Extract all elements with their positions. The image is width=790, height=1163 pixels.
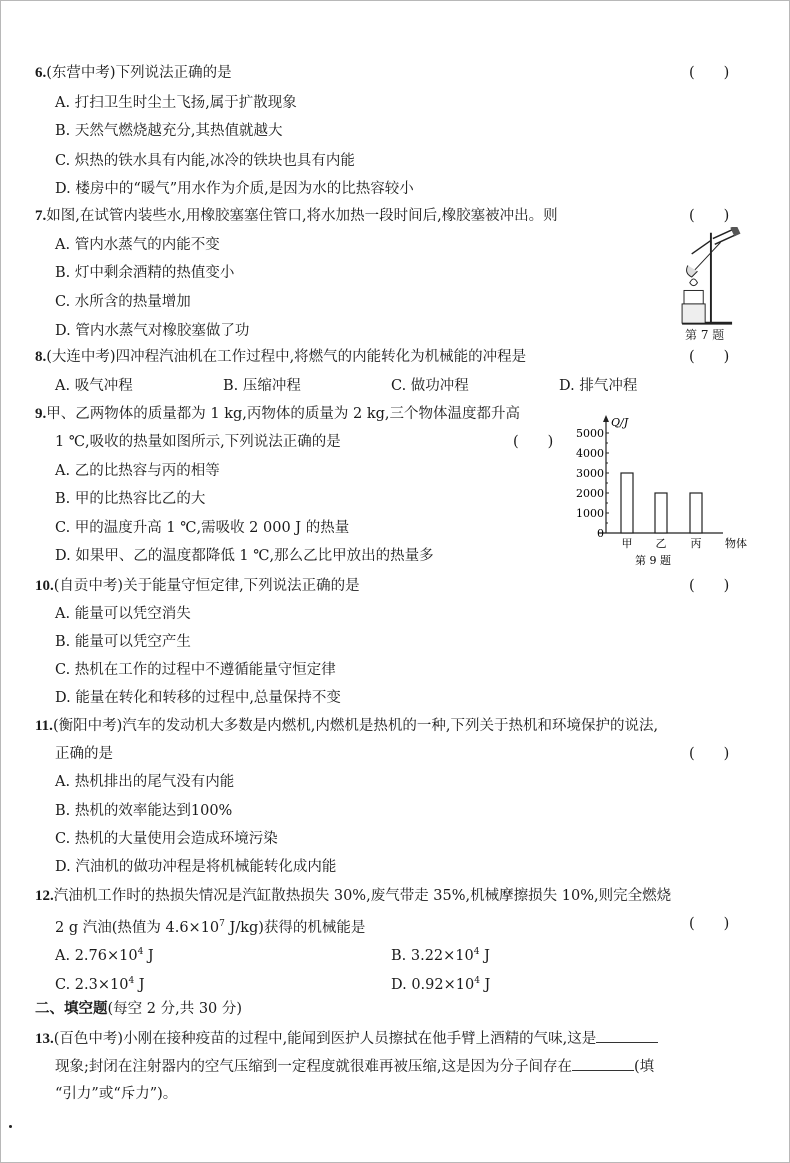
question-number: 9. <box>35 406 47 422</box>
answer-paren: ( ) <box>689 65 730 81</box>
answer-paren: ( ) <box>689 916 730 932</box>
question-number: 6. <box>35 65 47 81</box>
question-11 <box>35 716 658 736</box>
option-c: C. 甲的温度升高 1 ℃,需吸收 2 000 J 的热量 <box>55 520 350 536</box>
question-stem-continued <box>55 914 365 938</box>
question-stem-continued: 1 ℃,吸收的热量如图所示,下列说法正确的是 <box>55 434 341 450</box>
question-number: 10. <box>35 578 54 594</box>
question-stem: 甲、乙两物体的质量都为 1 kg,丙物体的质量为 2 kg,三个物体温度都升高 <box>46 406 520 422</box>
exponent: 4 <box>473 947 480 957</box>
test-tube-heating-figure <box>673 227 745 327</box>
option-text: C. 2.3×10 <box>55 977 129 993</box>
x-axis-label: 物体 <box>725 537 747 550</box>
option-a <box>55 942 154 966</box>
answer-paren: ( ) <box>689 746 730 762</box>
y-tick-label: 4000 <box>576 447 604 460</box>
option-b: B. 压缩冲程 <box>223 378 301 394</box>
question-stem: (大连中考)四冲程汽油机在工作过程中,将燃气的内能转化为机械能的冲程是 <box>46 349 527 365</box>
option-d: D. 如果甲、乙的温度都降低 1 ℃,那么乙比甲放出的热量多 <box>55 548 434 564</box>
option-a: A. 管内水蒸气的内能不变 <box>55 237 220 253</box>
option-a: A. 打扫卫生时尘土飞扬,属于扩散现象 <box>55 95 297 111</box>
stem-text: J/kg)获得的机械能是 <box>224 920 366 936</box>
stem-text: 现象;封闭在注射器内的空气压缩到一定程度就很难再被压缩,这是因为分子间存在 <box>55 1059 572 1075</box>
section-heading <box>35 999 242 1019</box>
x-tick-label: 丙 <box>690 537 702 550</box>
option-d: D. 楼房中的“暖气”用水作为介质,是因为水的比热容较小 <box>55 181 414 197</box>
y-axis-label: Q/J <box>611 416 629 429</box>
option-d: D. 能量在转化和转移的过程中,总量保持不变 <box>55 690 341 706</box>
option-b: B. 灯中剩余酒精的热值变小 <box>55 265 235 281</box>
question-stem: 如图,在试管内装些水,用橡胶塞塞住管口,将水加热一段时间后,橡胶塞被冲出。则 <box>46 208 558 224</box>
answer-paren: ( ) <box>689 578 730 594</box>
heat-bar-chart <box>561 409 781 573</box>
exponent: 4 <box>137 947 144 957</box>
question-10 <box>35 576 360 596</box>
question-number: 8. <box>35 349 47 365</box>
unit: J <box>143 948 154 964</box>
exponent: 4 <box>128 976 135 986</box>
section-title: 二、填空题 <box>35 1000 108 1017</box>
option-d: D. 排气冲程 <box>559 378 638 394</box>
y-tick-label: 3000 <box>576 467 604 480</box>
option-c: C. 炽热的铁水具有内能,冰冷的铁块也具有内能 <box>55 153 355 169</box>
option-d: D. 管内水蒸气对橡胶塞做了功 <box>55 323 250 339</box>
figure-9-caption: 第 9 题 <box>635 554 671 567</box>
question-stem: 汽油机工作时的热损失情况是汽缸散热损失 30%,废气带走 35%,机械摩擦损失 10%,则完全燃烧 <box>53 888 672 904</box>
option-d: D. 汽油机的做功冲程是将机械能转化成内能 <box>55 859 337 875</box>
option-text: B. 3.22×10 <box>391 948 474 964</box>
unit: J <box>479 977 491 993</box>
option-c <box>55 971 145 995</box>
y-tick-label: 5000 <box>576 427 604 440</box>
question-12 <box>35 886 671 906</box>
question-stem-continued: 正确的是 <box>55 746 113 762</box>
exponent: 4 <box>474 976 480 986</box>
bar <box>690 493 702 533</box>
question-stem: (东营中考)下列说法正确的是 <box>46 65 232 81</box>
question-stem-continued <box>55 1056 654 1077</box>
question-8 <box>35 347 526 367</box>
option-c: C. 热机在工作的过程中不遵循能量守恒定律 <box>55 662 336 678</box>
option-b: B. 能量可以凭空产生 <box>55 634 191 650</box>
question-6 <box>35 63 232 83</box>
question-7 <box>35 206 558 226</box>
answer-paren: ( ) <box>689 349 730 365</box>
answer-blank-2[interactable] <box>572 1056 634 1071</box>
answer-blank-1[interactable] <box>596 1028 658 1043</box>
option-a: A. 热机排出的尾气没有内能 <box>55 774 235 790</box>
option-c: C. 水所含的热量增加 <box>55 294 191 310</box>
question-number: 11. <box>35 718 53 734</box>
section-note: (每空 2 分,共 30 分) <box>107 1001 243 1017</box>
y-axis-arrow <box>603 415 609 422</box>
option-b: B. 天然气燃烧越充分,其热值就越大 <box>55 123 283 139</box>
stem-text: 2 g 汽油(热值为 4.6×10 <box>55 920 220 936</box>
option-c: C. 做功冲程 <box>391 378 469 394</box>
x-tick-label: 乙 <box>655 537 667 550</box>
y-tick-label: 2000 <box>576 487 604 500</box>
unit: J <box>134 977 145 993</box>
question-stem: (自贡中考)关于能量守恒定律,下列说法正确的是 <box>53 578 360 594</box>
question-13 <box>35 1028 658 1049</box>
question-number: 13. <box>35 1031 54 1047</box>
option-a: A. 吸气冲程 <box>55 378 133 394</box>
option-text: D. 0.92×10 <box>391 977 475 993</box>
unit: J <box>479 948 490 964</box>
question-9 <box>35 404 520 424</box>
x-tick-label: 甲 <box>621 537 633 550</box>
answer-paren: ( ) <box>689 208 730 224</box>
question-stem: (百色中考)小刚在接种疫苗的过程中,能闻到医护人员擦拭在他手臂上酒精的气味,这是 <box>53 1031 597 1047</box>
y-tick-label: 0 <box>597 527 604 540</box>
figure-7-caption: 第 7 题 <box>685 328 725 342</box>
option-a: A. 乙的比热容与丙的相等 <box>55 463 220 479</box>
answer-paren: ( ) <box>513 434 554 450</box>
option-b: B. 甲的比热容比乙的大 <box>55 491 206 507</box>
option-b <box>391 942 490 966</box>
question-number: 12. <box>35 888 54 904</box>
page-dot <box>9 1125 12 1128</box>
question-stem-continued: “引力”或“斥力”)。 <box>55 1086 178 1102</box>
option-text: A. 2.76×10 <box>55 948 138 964</box>
question-stem: (衡阳中考)汽车的发动机大多数是内燃机,内燃机是热机的一种,下列关于热机和环境保护的说法, <box>52 718 659 734</box>
option-d <box>391 971 490 995</box>
question-number: 7. <box>35 208 47 224</box>
option-c: C. 热机的大量使用会造成环境污染 <box>55 831 278 847</box>
y-tick-label: 1000 <box>576 507 604 520</box>
stem-text: (填 <box>634 1059 655 1075</box>
exponent: 7 <box>219 919 225 929</box>
bar <box>655 493 667 533</box>
option-a: A. 能量可以凭空消失 <box>55 606 191 622</box>
bar <box>621 473 633 533</box>
option-b: B. 热机的效率能达到100% <box>55 803 233 819</box>
